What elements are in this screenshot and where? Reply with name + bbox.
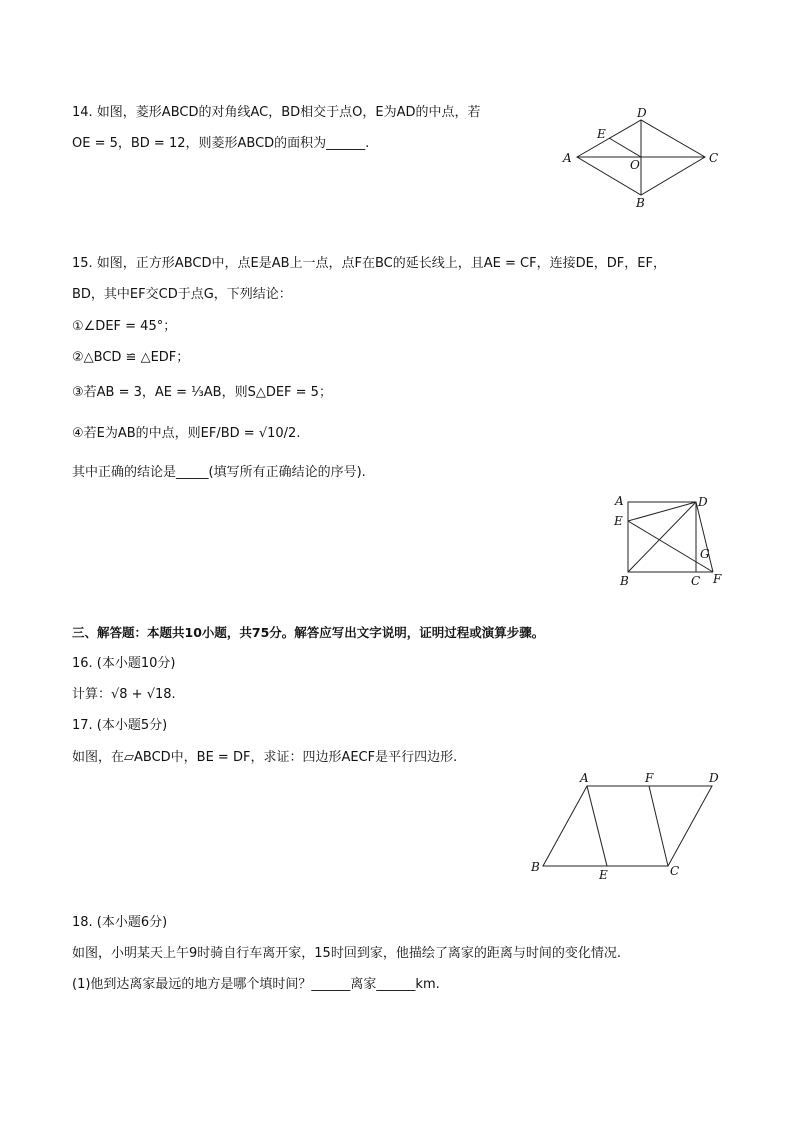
- q14-line1: 14. 如图，菱形ABCD的对角线AC，BD相交于点O，E为AD的中点，若: [72, 105, 481, 120]
- q15-conclusion-1: ①∠DEF = 45°；: [72, 319, 177, 334]
- label-c: C: [691, 574, 701, 588]
- segment-fc: [649, 786, 668, 866]
- segment-df: [696, 502, 713, 572]
- q14-rhombus-figure: [555, 100, 730, 215]
- q16-title: 16. (本小题10分): [72, 656, 176, 671]
- label-f: F: [645, 771, 654, 785]
- label-g: G: [700, 547, 710, 561]
- q18-sub1: (1)他到达离家最远的地方是哪个填时间？______离家______km.: [72, 977, 440, 992]
- label-d: D: [637, 106, 647, 120]
- q18-body: 如图，小明某天上午9时骑自行车离开家，15时回到家，他描绘了离家的距离与时间的变化情况.: [72, 946, 621, 961]
- q15-conclusion-3: ③若AB = 3，AE = ⅓AB，则S△DEF = 5；: [72, 385, 332, 400]
- segment-de: [628, 502, 696, 521]
- label-b: B: [636, 196, 645, 210]
- q15-answer-line: 其中正确的结论是_____(填写所有正确结论的序号).: [72, 465, 366, 480]
- q17-parallelogram-figure: [525, 768, 730, 888]
- segment-oe: [609, 138, 641, 157]
- segment-ae: [587, 786, 607, 866]
- label-c: C: [709, 151, 719, 165]
- label-e: E: [599, 868, 608, 882]
- label-a: A: [580, 771, 589, 785]
- q15-line1: 15. 如图，正方形ABCD中，点E是AB上一点，点F在BC的延长线上，且AE = CF，连接DE，DF，EF，: [72, 256, 666, 271]
- parallelogram-abcd: [543, 786, 712, 866]
- q15-conclusion-4: ④若E为AB的中点，则EF/BD = √10/2.: [72, 426, 301, 441]
- q14-line2: OE = 5，BD = 12，则菱形ABCD的面积为______.: [72, 136, 370, 151]
- q18-title: 18. (本小题6分): [72, 915, 168, 930]
- label-d: D: [709, 771, 719, 785]
- label-a: A: [615, 494, 624, 508]
- label-d: D: [698, 495, 708, 509]
- label-b: B: [531, 860, 540, 874]
- label-e: E: [614, 514, 623, 528]
- label-c: C: [670, 864, 680, 878]
- q17-title: 17. (本小题5分): [72, 718, 168, 733]
- q16-body: 计算：√8 + √18.: [72, 687, 176, 702]
- label-f: F: [713, 572, 722, 586]
- label-o: O: [630, 158, 640, 172]
- section3-heading: 三、解答题：本题共10小题，共75分。解答应写出文字说明，证明过程或演算步骤。: [72, 625, 545, 640]
- label-b: B: [620, 574, 629, 588]
- label-e: E: [597, 127, 606, 141]
- q17-body: 如图，在▱ABCD中，BE = DF，求证：四边形AECF是平行四边形.: [72, 750, 458, 765]
- q15-square-figure: [608, 490, 733, 590]
- q15-line2: BD，其中EF交CD于点G，下列结论：: [72, 287, 292, 302]
- q15-conclusion-2: ②△BCD ≌ △EDF；: [72, 350, 190, 365]
- label-a: A: [563, 151, 572, 165]
- segment-bd: [628, 502, 696, 572]
